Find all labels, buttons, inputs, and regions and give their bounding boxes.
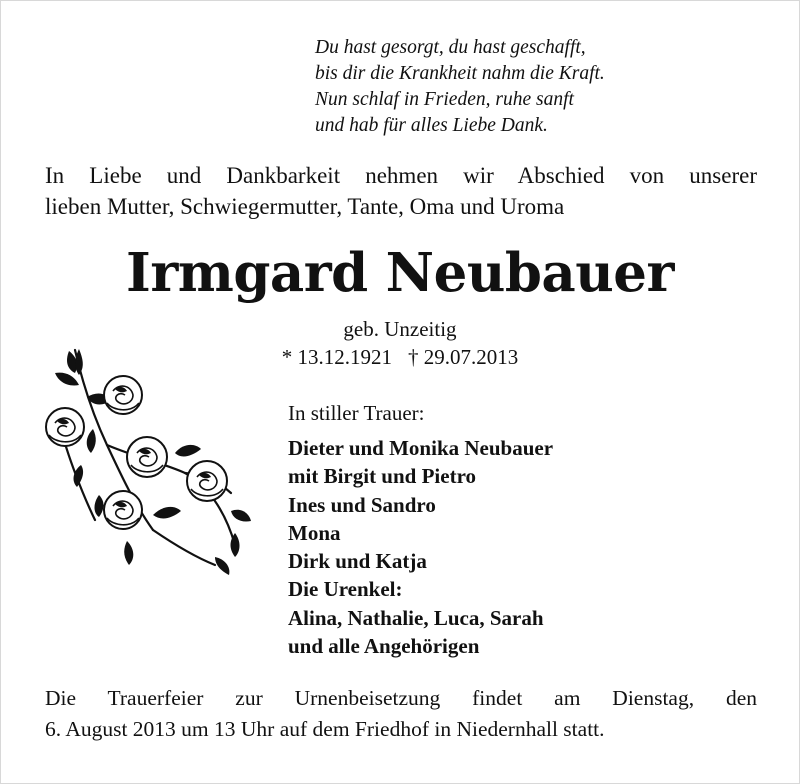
intro-line: In Liebe und Dankbarkeit nehmen wir Abschied von unserer	[45, 163, 757, 188]
family-line: Die Urenkel:	[288, 577, 403, 602]
funeral-line: Die Trauerfeier zur Urnenbeisetzung findet am Dienstag, den	[45, 686, 757, 710]
deceased-name: Irmgard Neubauer	[126, 242, 674, 304]
family-line: mit Birgit und Pietro	[288, 464, 477, 489]
funeral-line: 6. August 2013 um 13 Uhr auf dem Friedhof in Niedernhall statt.	[45, 717, 605, 741]
funeral-notice	[45, 683, 757, 745]
family-line: Alina, Nathalie, Luca, Sarah	[288, 605, 544, 630]
family-line: Dirk und Katja	[288, 549, 427, 574]
birth-date: * 13.12.1921	[281, 345, 392, 369]
poem-line: bis dir die Krankheit nahm die Kraft.	[315, 63, 605, 84]
family-line: Mona	[288, 520, 341, 545]
poem-line: Nun schlaf in Frieden, ruhe sanft	[315, 89, 574, 110]
poem-line: und hab für alles Liebe Dank.	[315, 115, 548, 136]
family-line: Ines und Sandro	[288, 492, 436, 517]
intro-line: lieben Mutter, Schwiegermutter, Tante, Oma und Uroma	[45, 194, 565, 219]
birth-name: geb. Unzeitig	[343, 317, 457, 341]
poem	[315, 35, 605, 139]
intro-text	[45, 160, 757, 222]
family-line: und alle Angehörigen	[288, 634, 480, 659]
roses-illustration	[35, 345, 265, 585]
family-list	[288, 434, 553, 660]
family-line: Dieter und Monika Neubauer	[288, 436, 554, 460]
mourning-label: In stiller Trauer:	[288, 401, 425, 425]
poem-line: Du hast gesorgt, du hast geschafft,	[315, 37, 586, 58]
death-date: † 29.07.2013	[408, 345, 519, 369]
